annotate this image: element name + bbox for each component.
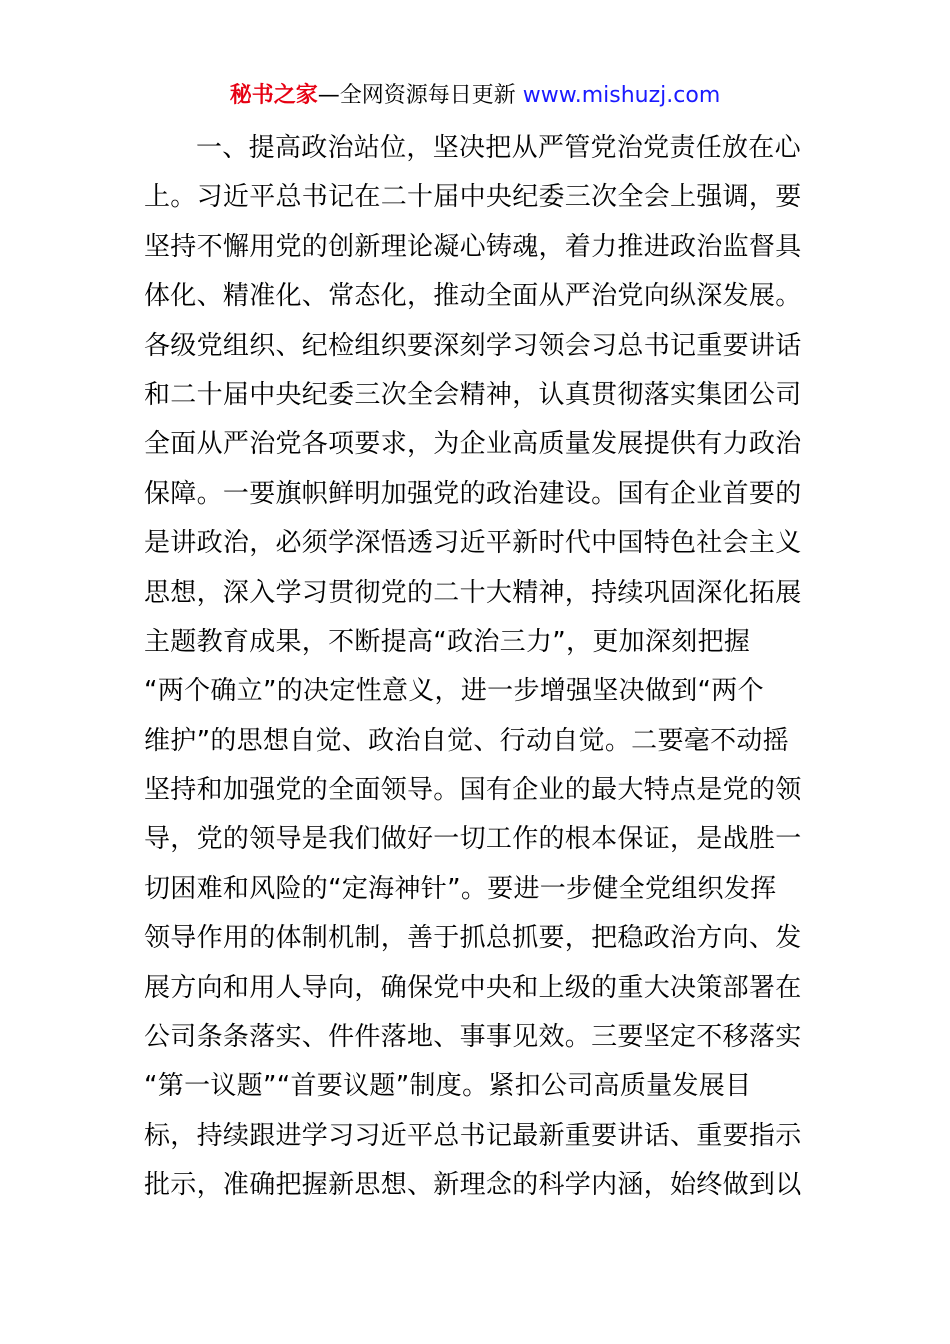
site-url-link[interactable]: www.mishuzj.com — [522, 83, 721, 108]
text-line: 上。习近平总书记在二十届中央纪委三次全会上强调，要 — [144, 182, 802, 213]
text-line: 坚持和加强党的全面领导。国有企业的最大特点是党的领 — [144, 775, 802, 806]
text-line: 是讲政治，必须学深悟透习近平新时代中国特色社会主义 — [144, 528, 802, 559]
text-line: 一、提高政治站位，坚决把从严管党治党责任放在心 — [196, 133, 801, 163]
text-line: 展方向和用人导向，确保党中央和上级的重大决策部署在 — [144, 972, 802, 1003]
text-line: 各级党组织、纪检组织要深刻学习领会习总书记重要讲话 — [144, 330, 802, 361]
site-tagline: —全网资源每日更新 — [317, 83, 516, 108]
text-line: 导，党的领导是我们做好一切工作的根本保证，是战胜一 — [144, 824, 802, 855]
text-line: 领导作用的体制机制，善于抓总抓要，把稳政治方向、发 — [144, 923, 802, 954]
text-line: 思想，深入学习贯彻党的二十大精神，持续巩固深化拓展 — [144, 577, 802, 608]
site-header — [0, 80, 950, 112]
text-line: 切困难和风险的“定海神针”。要进一步健全党组织发挥 — [144, 873, 777, 904]
text-line: 公司条条落实、件件落地、事事见效。三要坚定不移落实 — [144, 1022, 802, 1053]
text-line: 体化、精准化、常态化，推动全面从严治党向纵深发展。 — [144, 281, 802, 312]
text-line: 保障。一要旗帜鲜明加强党的政治建设。国有企业首要的 — [144, 478, 802, 509]
text-line: 主题教育成果，不断提高“政治三力”，更加深刻把握 — [144, 626, 751, 657]
text-line: 和二十届中央纪委三次全会精神，认真贯彻落实集团公司 — [144, 379, 802, 410]
site-brand: 秘书之家 — [229, 83, 318, 108]
document-body — [144, 124, 814, 1211]
text-line: “两个确立”的决定性意义，进一步增强坚决做到“两个 — [144, 676, 764, 707]
text-line: 坚持不懈用党的创新理论凝心铸魂，着力推进政治监督具 — [144, 231, 802, 262]
text-line: “第一议题”“首要议题”制度。紧扣公司高质量发展目 — [144, 1071, 752, 1102]
text-line: 维护”的思想自觉、政治自觉、行动自觉。二要毫不动摇 — [144, 725, 789, 756]
text-line: 批示，准确把握新思想、新理念的科学内涵，始终做到以 — [144, 1170, 802, 1201]
text-line: 全面从严治党各项要求，为企业高质量发展提供有力政治 — [144, 429, 802, 460]
text-line: 标，持续跟进学习习近平总书记最新重要讲话、重要指示 — [144, 1120, 802, 1151]
